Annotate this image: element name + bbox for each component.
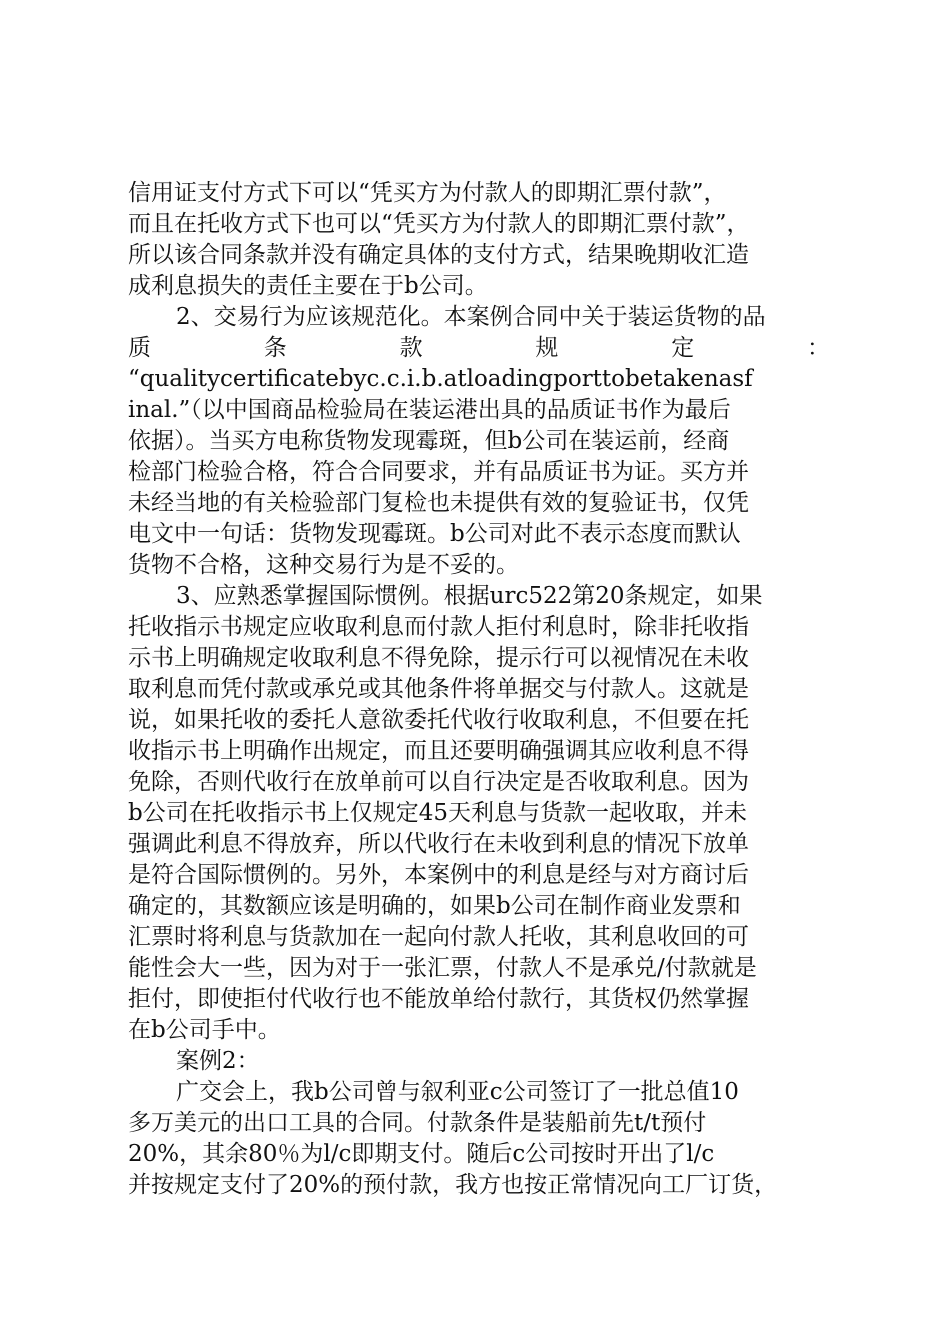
text-line: 取利息而凭付款或承兑或其他条件将单据交与付款人。这就是 bbox=[128, 676, 749, 702]
document-body bbox=[128, 178, 830, 1201]
paragraph-start-line: 2、交易行为应该规范化。本案例合同中关于装运货物的品 bbox=[176, 304, 766, 330]
text-line: 确定的，其数额应该是明确的，如果b公司在制作商业发票和 bbox=[128, 893, 741, 919]
text-line: 汇票时将利息与货款加在一起向付款人托收，其利息收回的可 bbox=[128, 924, 749, 950]
text-line: inal.”（以中国商品检验局在装运港出具的品质证书作为最后 bbox=[128, 397, 731, 423]
text-line: 托收指示书规定应收取利息而付款人拒付利息时，除非托收指 bbox=[128, 614, 749, 640]
justified-line bbox=[128, 333, 830, 364]
text-line: 依据）。当买方电称货物发现霉斑，但b公司在装运前，经商 bbox=[128, 428, 730, 454]
spread-char: 款 bbox=[399, 335, 423, 361]
text-line: 在b公司手中。 bbox=[128, 1017, 281, 1043]
text-line: 收指示书上明确作出规定，而且还要明确强调其应收利息不得 bbox=[128, 738, 749, 764]
spread-char: ： bbox=[806, 335, 830, 361]
spread-char: 规 bbox=[535, 335, 559, 361]
spread-char: 条 bbox=[263, 335, 287, 361]
text-line: 所以该合同条款并没有确定具体的支付方式，结果晚期收汇造 bbox=[128, 242, 749, 268]
paragraph-start-line: 3、应熟悉掌握国际惯例。根据urc522第20条规定，如果 bbox=[176, 583, 763, 609]
text-line: 拒付，即使拒付代收行也不能放单给付款行，其货权仍然掌握 bbox=[128, 986, 749, 1012]
text-line: 未经当地的有关检验部门复检也未提供有效的复验证书，仅凭 bbox=[128, 490, 749, 516]
text-line: 免除，否则代收行在放单前可以自行决定是否收取利息。因为 bbox=[128, 769, 749, 795]
text-line: b公司在托收指示书上仅规定45天利息与货款一起收取，并未 bbox=[128, 800, 747, 826]
text-line: 多万美元的出口工具的合同。付款条件是装船前先t/t预付 bbox=[128, 1110, 707, 1136]
text-line: 信用证支付方式下可以“凭买方为付款人的即期汇票付款”， bbox=[128, 180, 727, 206]
text-line: 示书上明确规定收取利息不得免除，提示行可以视情况在未收 bbox=[128, 645, 749, 671]
text-line: 并按规定支付了20%的预付款，我方也按正常情况向工厂订货， bbox=[128, 1172, 778, 1198]
text-line: 说，如果托收的委托人意欲委托代收行收取利息，不但要在托 bbox=[128, 707, 749, 733]
section-heading: 案例2： bbox=[176, 1048, 260, 1074]
text-line: 货物不合格，这种交易行为是不妥的。 bbox=[128, 552, 519, 578]
spread-char: 质 bbox=[128, 335, 151, 361]
text-line: 而且在托收方式下也可以“凭买方为付款人的即期汇票付款”， bbox=[128, 211, 750, 237]
text-line: 强调此利息不得放弃，所以代收行在未收到利息的情况下放单 bbox=[128, 831, 749, 857]
text-line: “qualitycertificatebyc.c.i.b.atloadingporttobetakenasf bbox=[128, 366, 753, 392]
paragraph-start-line: 广交会上，我b公司曾与叙利亚c公司签订了一批总值10 bbox=[176, 1079, 739, 1105]
text-line: 20%，其余80％为l/c即期支付。随后c公司按时开出了l/c bbox=[128, 1141, 715, 1167]
text-line: 能性会大一些，因为对于一张汇票，付款人不是承兑/付款就是 bbox=[128, 955, 757, 981]
text-line: 是符合国际惯例的。另外，本案例中的利息是经与对方商讨后 bbox=[128, 862, 749, 888]
text-line: 检部门检验合格，符合合同要求，并有品质证书为证。买方并 bbox=[128, 459, 749, 485]
text-line: 成利息损失的责任主要在于b公司。 bbox=[128, 273, 488, 299]
spread-char: 定 bbox=[671, 335, 695, 361]
text-line: 电文中一句话：货物发现霉斑。b公司对此不表示态度而默认 bbox=[128, 521, 741, 547]
